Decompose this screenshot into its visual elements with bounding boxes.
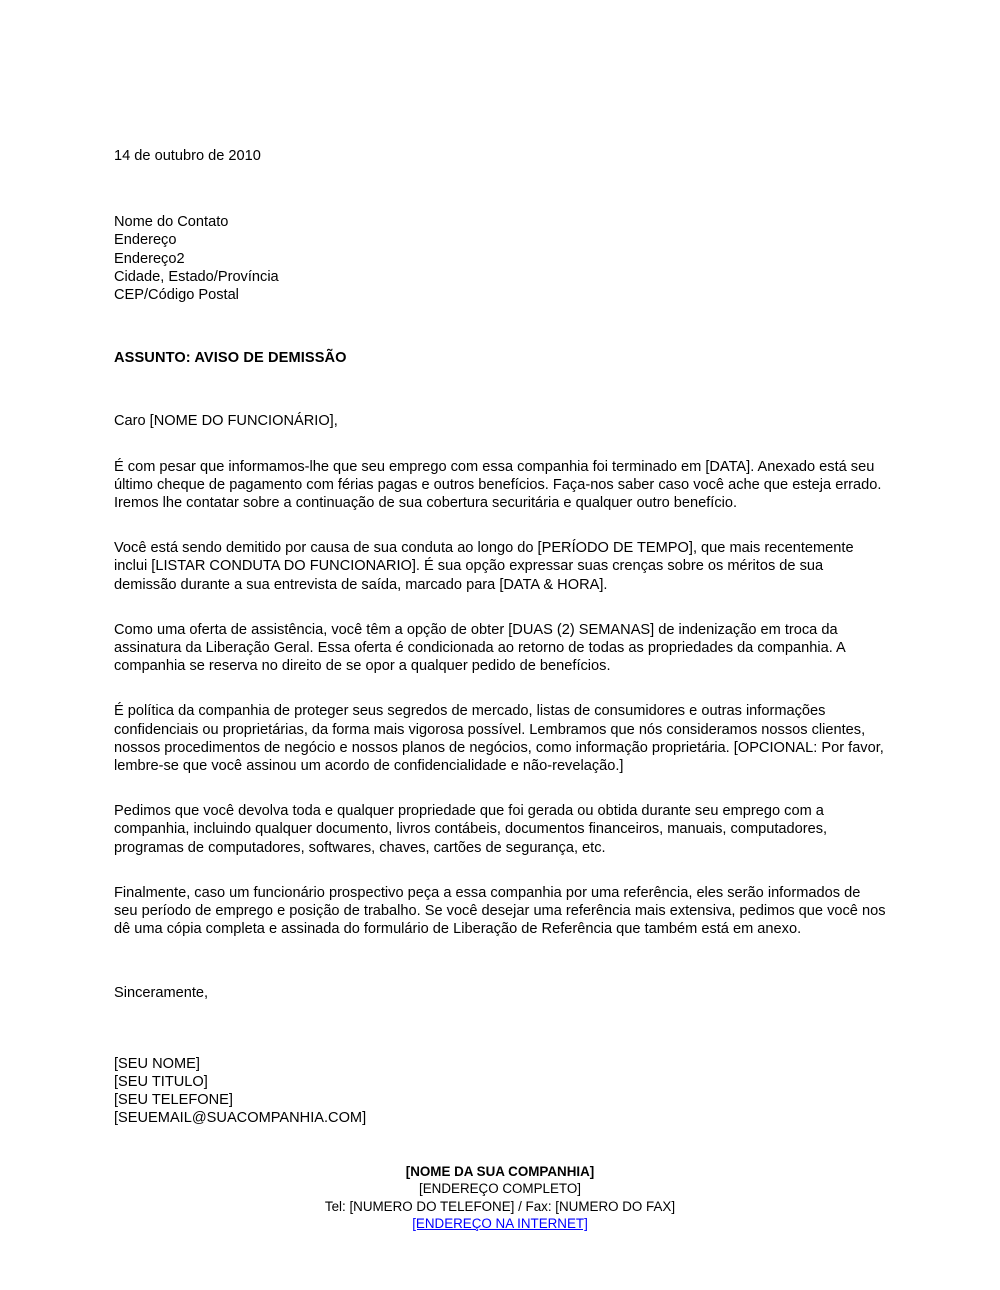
paragraph-1 <box>114 458 886 513</box>
closing-text: Sinceramente, <box>114 985 209 1002</box>
signature-title: [SEU TITULO] <box>114 1073 208 1090</box>
closing-block <box>114 984 886 1002</box>
paragraph-6 <box>114 884 890 939</box>
date-block <box>114 147 886 165</box>
recipient-address-line-2: Endereço2 <box>114 250 185 267</box>
paragraph-6-text: Finalmente, caso um funcionário prospectivo peça a essa companhia por uma referência, eles serão informados de seu período de emprego e posição de trabalho. Se você desejar uma referência mais extensiva, pedimos que você nos dê uma cópia completa e assinada do formulário de Liberação de Referência que também está em anexo. <box>114 884 890 938</box>
footer-website-line <box>0 1215 1000 1232</box>
paragraph-2-text: Você está sendo demitido por causa de sua conduta ao longo do [PERÍODO DE TEMPO], que mais recentemente inclui [LISTAR CONDUTA DO FUNCIONARIO]. É sua opção expressar suas crenças sobre os méritos de sua demissão durante a sua entrevista de saída, marcado para [DATA & HORA]. <box>114 540 858 593</box>
paragraph-3-text: Como uma oferta de assistência, você têm a opção de obter [DUAS (2) SEMANAS] de indenização em troca da assinatura da Liberação Geral. Essa oferta é condicionada ao retorno de todas as propriedades da companhia. A companhia se reserva no direito de se opor a qualquer pedido de benefícios. <box>114 621 850 675</box>
recipient-city-state: Cidade, Estado/Província <box>114 268 279 285</box>
salutation-block <box>114 412 886 430</box>
footer-website-link[interactable]: [ENDEREÇO NA INTERNET] <box>412 1216 588 1232</box>
paragraph-5-text: Pedimos que você devolva toda e qualquer propriedade que foi gerada ou obtida durante seu emprego com a companhia, incluindo qualquer documento, livros contábeis, documentos financeiros, manuais, computadores, programas de computadores, softwares, chaves, cartões de segurança, etc. <box>114 803 832 856</box>
paragraph-4-text: É política da companhia de proteger seus segredos de mercado, listas de consumidores e outras informações confidenciais ou proprietárias, da forma mais vigorosa possível. Lembramos que nós consideramos nossos clientes, nossos procedimentos de negócio e nossos planos de negócios, como informação proprietária. [OPCIONAL: Por favor, lembre-se que você assinou um acordo de confidencialidade e não-revelação.] <box>114 703 888 775</box>
footer-address: [ENDEREÇO COMPLETO] <box>419 1181 581 1197</box>
subject-text: ASSUNTO: AVISO DE DEMISSÃO <box>114 350 347 367</box>
salutation-text: Caro [NOME DO FUNCIONÁRIO], <box>114 413 338 430</box>
signature-block <box>114 1055 886 1128</box>
subject-line <box>114 349 886 367</box>
paragraph-3 <box>114 621 886 676</box>
signature-phone: [SEU TELEFONE] <box>114 1092 233 1109</box>
paragraph-2 <box>114 539 886 594</box>
recipient-address-block <box>114 213 886 304</box>
letter-body <box>114 147 890 1128</box>
footer-contact: Tel: [NUMERO DO TELEFONE] / Fax: [NUMERO DO FAX] <box>324 1198 676 1214</box>
recipient-name: Nome do Contato <box>114 214 229 231</box>
signature-email: [SEUEMAIL@SUACOMPANHIA.COM] <box>114 1110 367 1127</box>
recipient-postal-code: CEP/Código Postal <box>114 287 239 304</box>
paragraph-5 <box>114 802 886 857</box>
page-footer <box>0 1163 1000 1233</box>
paragraph-4 <box>114 702 886 775</box>
signature-name: [SEU NOME] <box>114 1055 200 1072</box>
recipient-address-line-1: Endereço <box>114 232 177 249</box>
footer-company-name: [NOME DA SUA COMPANHIA] <box>405 1164 595 1179</box>
letter-date: 14 de outubro de 2010 <box>114 148 261 164</box>
paragraph-1-text: É com pesar que informamos-lhe que seu emprego com essa companhia foi terminado em [DATA]. Anexado está seu último cheque de pagamento com férias pagas e outros benefícios. Faça-nos saber caso você ache que esteja errado. Iremos lhe contatar sobre a continuação de sua cobertura securitária e qualquer outro benefício. <box>114 458 886 512</box>
